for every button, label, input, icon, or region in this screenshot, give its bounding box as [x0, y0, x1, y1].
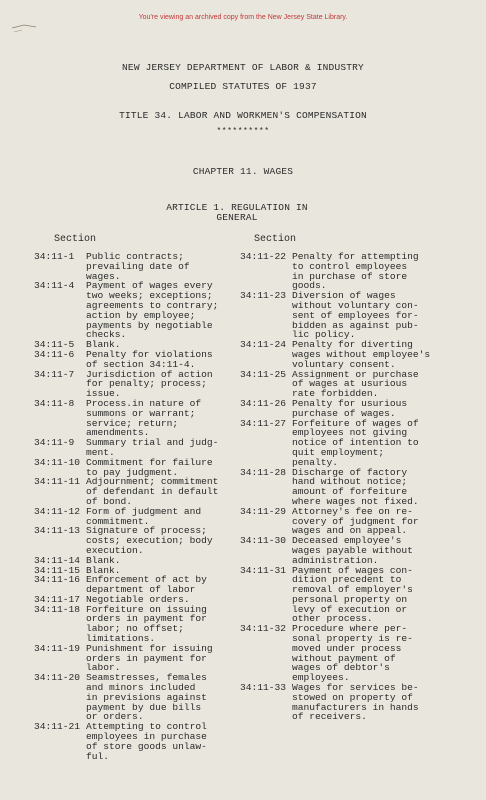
description-line: Punishment for issuing — [86, 642, 213, 654]
description-line: purchase of wages. — [292, 407, 396, 419]
section-entry — [34, 370, 242, 399]
section-description — [292, 291, 476, 340]
description-line: wages payable without — [292, 544, 413, 556]
description-line: stowed on property of — [292, 691, 413, 703]
stars-divider: ********** — [216, 127, 270, 136]
section-description — [86, 281, 242, 340]
section-description — [86, 350, 242, 370]
section-entry — [34, 575, 242, 595]
description-line: payment by due bills — [86, 701, 202, 713]
description-line: for penalty; process; — [86, 378, 207, 390]
section-number: 34:11-24 — [240, 339, 287, 351]
section-entry — [34, 399, 242, 438]
description-line: Wages for services be- — [292, 682, 419, 694]
description-line: limitations. — [86, 633, 156, 645]
section-label-right: Section — [254, 234, 297, 245]
section-description — [86, 370, 242, 399]
chapter-heading: CHAPTER 11. WAGES — [192, 166, 294, 177]
section-description — [292, 419, 476, 468]
description-line: Process.in nature of — [86, 397, 202, 409]
section-description — [86, 458, 242, 478]
description-line: Adjournment; commitment — [86, 476, 219, 488]
section-description — [86, 477, 242, 506]
description-line: rate forbidden. — [292, 388, 379, 400]
description-line: department of labor — [86, 584, 196, 596]
description-line: manufacturers in hands — [292, 701, 419, 713]
section-description — [292, 507, 476, 536]
article-heading: ARTICLE 1. REGULATION IN — [166, 202, 308, 213]
section-entry — [34, 526, 242, 555]
description-line: sonal property is re- — [292, 633, 413, 645]
description-line: goods. — [292, 280, 327, 292]
description-line: Discharge of factory — [292, 466, 408, 478]
description-line: agreements to contrary; — [86, 299, 219, 311]
description-line: payments by negotiable — [86, 319, 213, 331]
description-line: of wages at usurious — [292, 378, 408, 390]
description-line: Blank. — [86, 339, 121, 351]
section-number: 34:11-10 — [34, 456, 81, 468]
section-number: 34:11-29 — [240, 505, 287, 517]
section-number: 34:11-20 — [34, 672, 81, 684]
section-description — [86, 438, 242, 458]
description-line: Attempting to control — [86, 721, 207, 733]
description-line: issue. — [86, 388, 121, 400]
section-entry — [240, 252, 476, 291]
section-number: 34:11-15 — [34, 564, 81, 576]
description-line: Signature of process; — [86, 525, 207, 537]
section-description — [86, 399, 242, 438]
description-line: and minors included — [86, 682, 196, 694]
section-number: 34:11-1 — [34, 251, 75, 262]
description-line: Public contracts; — [86, 251, 184, 262]
section-number: 34:11-31 — [240, 564, 287, 576]
department-heading: NEW JERSEY DEPARTMENT OF LABOR & INDUSTRY — [122, 62, 364, 73]
section-number: 34:11-14 — [34, 554, 81, 566]
section-entry — [34, 605, 242, 644]
description-line: in purchase of store — [292, 270, 408, 282]
description-line: in previsions against — [86, 691, 207, 703]
description-line: penalty. — [292, 456, 339, 468]
description-line: Penalty for diverting — [292, 339, 413, 351]
section-entry — [34, 350, 242, 370]
description-line: wages of debtor's — [292, 662, 390, 674]
description-line: Enforcement of act by — [86, 574, 207, 586]
section-number: 34:11-12 — [34, 505, 81, 517]
section-number: 34:11-7 — [34, 368, 75, 380]
section-number: 34:11-32 — [240, 623, 287, 635]
description-line: Assignment or purchase — [292, 368, 419, 380]
description-line: employees in purchase — [86, 731, 207, 743]
section-description — [86, 673, 242, 722]
description-line: Attorney's fee on re- — [292, 505, 413, 517]
right-section-list — [240, 252, 476, 722]
section-description — [86, 575, 242, 595]
description-line: wages. — [86, 270, 121, 282]
section-number: 34:11-27 — [240, 417, 287, 429]
section-entry — [240, 624, 476, 683]
section-number: 34:11-17 — [34, 593, 81, 605]
description-line: covery of judgment for — [292, 515, 419, 527]
section-description — [86, 252, 242, 281]
description-line: sent of employees for- — [292, 309, 419, 321]
section-description — [292, 252, 476, 291]
section-entry — [240, 399, 476, 419]
description-line: employees. — [292, 672, 350, 684]
archive-banner: You're viewing an archived copy from the New Jersey State Library. — [138, 14, 348, 21]
description-line: without voluntary con- — [292, 299, 419, 311]
description-line: action by employee; — [86, 309, 196, 321]
description-line: lic policy. — [292, 329, 356, 341]
section-number: 34:11-6 — [34, 348, 75, 360]
section-number: 34:11-13 — [34, 525, 81, 537]
title-heading: TITLE 34. LABOR AND WORKMEN'S COMPENSATION — [119, 110, 367, 121]
section-description — [86, 507, 242, 527]
section-number: 34:11-30 — [240, 535, 287, 547]
description-line: ful. — [86, 750, 110, 762]
description-line: other process. — [292, 613, 373, 625]
section-description — [292, 370, 476, 399]
description-line: personal property on — [292, 593, 408, 605]
description-line: moved under process — [292, 642, 402, 654]
section-description — [86, 644, 242, 673]
description-line: Blank. — [86, 564, 121, 576]
description-line: where wages not fixed. — [292, 495, 419, 507]
section-number: 34:11-33 — [240, 682, 287, 694]
section-description — [86, 605, 242, 644]
section-entry — [240, 536, 476, 565]
description-line: Blank. — [86, 554, 121, 566]
description-line: dition precedent to — [292, 574, 402, 586]
description-line: without payment of — [292, 652, 396, 664]
section-entry — [240, 566, 476, 625]
description-line: or orders. — [86, 711, 144, 723]
description-line: voluntary consent. — [292, 358, 396, 370]
description-line: Form of judgment and — [86, 505, 202, 517]
description-line: Penalty for violations — [86, 348, 213, 360]
section-description — [86, 526, 242, 555]
section-entry — [34, 644, 242, 673]
description-line: service; return; — [86, 417, 179, 429]
section-number: 34:11-8 — [34, 397, 75, 409]
description-line: Seamstresses, females — [86, 672, 207, 684]
description-line: Penalty for attempting — [292, 251, 419, 262]
section-entry — [34, 252, 242, 281]
description-line: amendments. — [86, 427, 150, 439]
section-entry — [240, 507, 476, 536]
section-number: 34:11-22 — [240, 251, 287, 262]
description-line: Penalty for usurious — [292, 397, 408, 409]
section-entry — [34, 458, 242, 478]
description-line: Jurisdiction of action — [86, 368, 213, 380]
section-description — [86, 722, 242, 761]
section-description — [292, 536, 476, 565]
description-line: ment. — [86, 446, 115, 458]
section-entry — [34, 673, 242, 722]
section-entry — [240, 291, 476, 340]
description-line: of defendant in default — [86, 486, 219, 498]
left-section-list — [34, 252, 242, 761]
section-label-left: Section — [54, 234, 97, 245]
section-number: 34:11-26 — [240, 397, 287, 409]
section-description — [292, 399, 476, 419]
description-line: of receivers. — [292, 711, 367, 723]
description-line: Payment of wages every — [86, 280, 213, 292]
description-line: administration. — [292, 554, 379, 566]
section-number: 34:11-4 — [34, 280, 75, 292]
section-entry — [240, 370, 476, 399]
description-line: Payment of wages con- — [292, 564, 413, 576]
description-line: execution. — [86, 544, 144, 556]
description-line: costs; execution; body — [86, 535, 213, 547]
description-line: labor. — [86, 662, 121, 674]
section-number: 34:11-25 — [240, 368, 287, 380]
description-line: two weeks; exceptions; — [86, 290, 213, 302]
description-line: amount of forfeiture — [292, 486, 408, 498]
section-number: 34:11-19 — [34, 642, 81, 654]
section-entry — [34, 722, 242, 761]
section-entry — [240, 468, 476, 507]
description-line: Procedure where per- — [292, 623, 408, 635]
description-line: Deceased employee's — [292, 535, 402, 547]
description-line: bidden as against pub- — [292, 319, 419, 331]
description-line: orders in payment for — [86, 652, 207, 664]
section-number: 34:11-11 — [34, 476, 81, 488]
section-description — [292, 566, 476, 625]
description-line: prevailing date of — [86, 260, 190, 272]
section-number: 34:11-18 — [34, 603, 81, 615]
description-line: Commitment for failure — [86, 456, 213, 468]
description-line: of store goods unlaw- — [86, 740, 207, 752]
description-line: notice of intention to — [292, 437, 419, 449]
description-line: Negotiable orders. — [86, 593, 190, 605]
description-line: Forfeiture of wages of — [292, 417, 419, 429]
section-entry — [34, 507, 242, 527]
description-line: summons or warrant; — [86, 407, 196, 419]
description-line: checks. — [86, 329, 127, 341]
description-line: quit employment; — [292, 446, 385, 458]
description-line: employees not giving — [292, 427, 408, 439]
description-line: of bond. — [86, 495, 133, 507]
section-number: 34:11-5 — [34, 339, 75, 351]
section-number: 34:11-21 — [34, 721, 81, 733]
section-description — [292, 683, 476, 722]
description-line: Summary trial and judg- — [86, 437, 219, 449]
description-line: wages without employee's — [292, 348, 431, 360]
description-line: wages and on appeal. — [292, 525, 408, 537]
section-description — [292, 468, 476, 507]
description-line: orders in payment for — [86, 613, 207, 625]
description-line: of section 34:11-4. — [86, 358, 196, 370]
description-line: to pay judgment. — [86, 466, 179, 478]
article-heading-line2: GENERAL — [216, 212, 258, 223]
section-number: 34:11-23 — [240, 290, 287, 302]
description-line: commitment. — [86, 515, 150, 527]
description-line: hand without notice; — [292, 476, 408, 488]
description-line: levy of execution or — [292, 603, 408, 615]
pencil-mark-icon — [10, 22, 40, 36]
description-line: Forfeiture on issuing — [86, 603, 207, 615]
section-entry — [34, 281, 242, 340]
section-entry — [240, 340, 476, 369]
statutes-heading: COMPILED STATUTES OF 1937 — [169, 81, 317, 92]
description-line: to control employees — [292, 260, 408, 272]
section-entry — [34, 477, 242, 506]
section-description — [292, 624, 476, 683]
section-number: 34:11-28 — [240, 466, 287, 478]
description-line: removal of employer's — [292, 584, 413, 596]
section-number: 34:11-16 — [34, 574, 81, 586]
section-description — [292, 340, 476, 369]
description-line: labor; no offset; — [86, 623, 184, 635]
section-number: 34:11-9 — [34, 437, 75, 449]
description-line: Diversion of wages — [292, 290, 396, 302]
section-entry — [240, 683, 476, 722]
section-entry — [240, 419, 476, 468]
section-entry — [34, 438, 242, 458]
